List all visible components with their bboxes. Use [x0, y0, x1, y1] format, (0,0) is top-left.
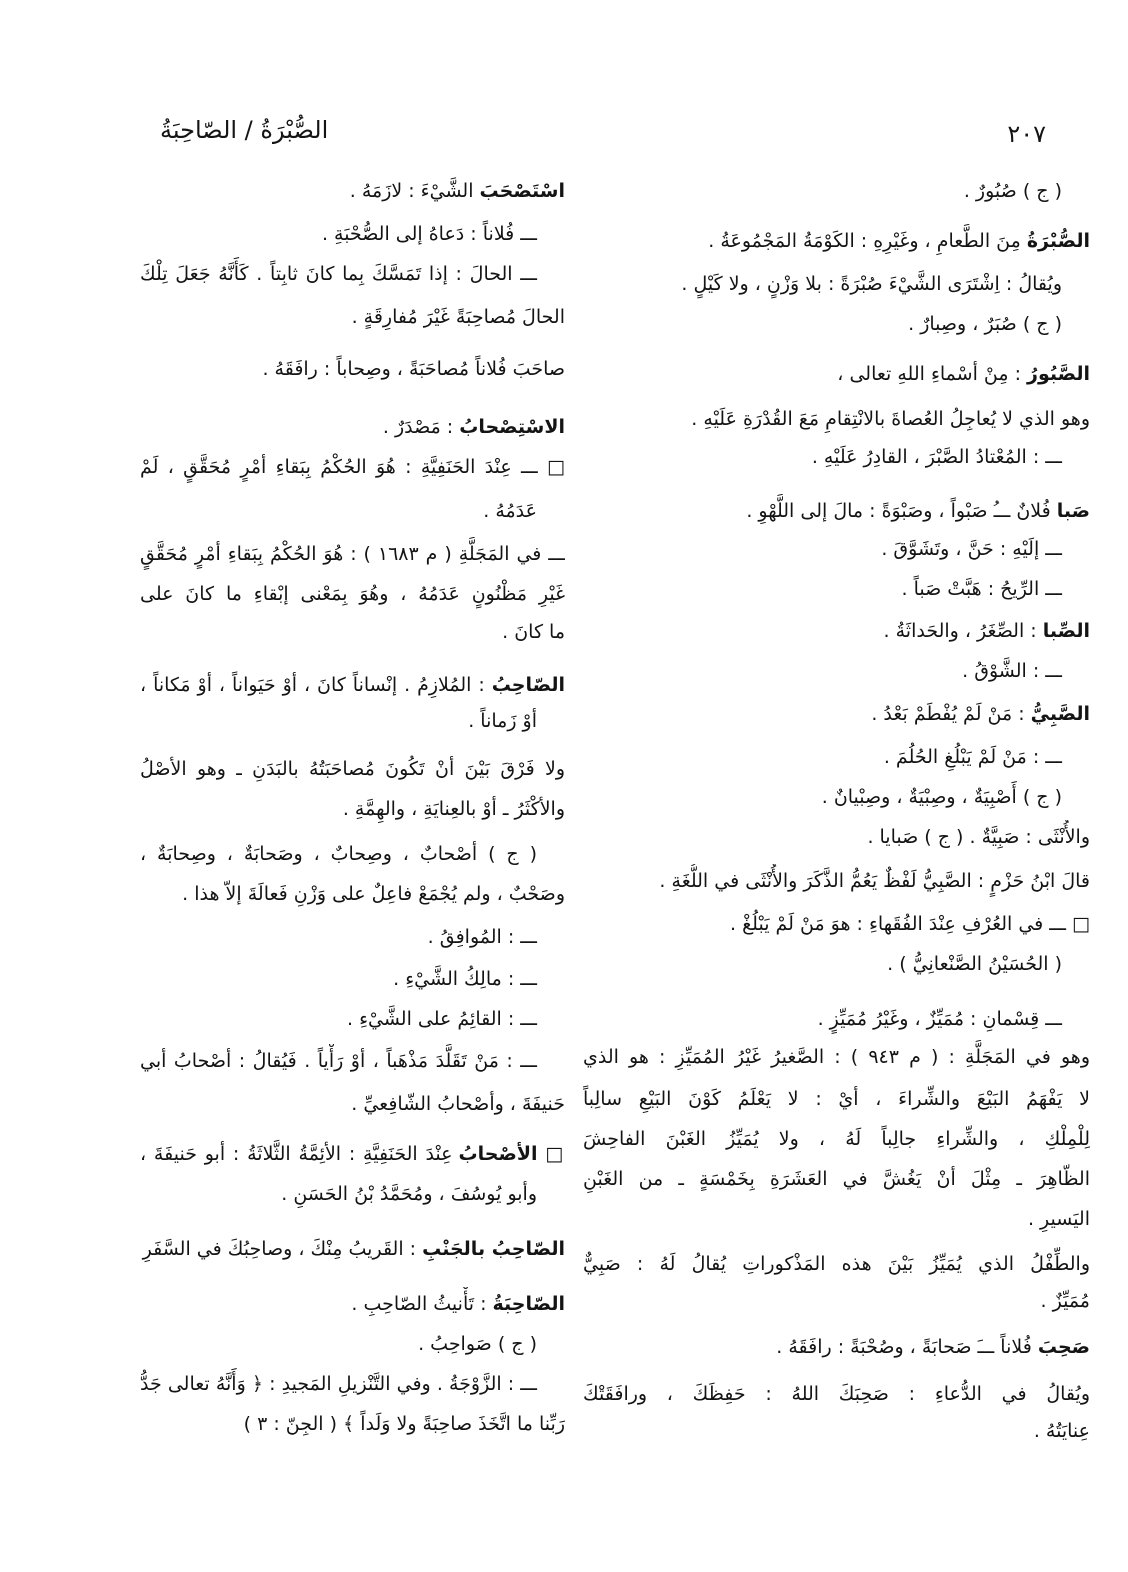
line-text: عَدَمُهُ .	[483, 500, 537, 522]
entry-line	[140, 352, 565, 386]
entry-line	[140, 300, 565, 334]
line-text: ما كانَ .	[502, 621, 565, 643]
line-text: والطِّفْلُ الذي يُمَيِّزُ بَيْنَ هذه المَذْكوراتِ يُقالُ لَهُ : صَبِيٌّ	[583, 1253, 1090, 1275]
entry-line	[583, 1377, 1090, 1411]
entry-line	[140, 1044, 565, 1078]
headword: الصّاحِبُ بالجَنْبِ	[422, 1238, 565, 1260]
entry-line	[583, 572, 1090, 606]
headword: صَحِبَ	[1037, 1336, 1090, 1358]
line-text: : مَنْ لَمْ يُفْطَمْ بَعْدُ .	[871, 703, 1031, 725]
entry-line	[140, 920, 565, 954]
line-text: اليَسيرِ .	[1027, 1208, 1090, 1230]
line-text: مِنَ الطَّعامِ ، وغَيْرِهِ : الكَوْمَةُ المَجْمُوعَةُ .	[708, 230, 1027, 252]
headword: الصّاحِبَةُ	[492, 1293, 565, 1315]
line-text: □ ـــ عِنْدَ الحَنَفِيَّةِ : هُوَ الحُكْمُ بِبَقاءِ أمْرٍ مُحَقَّقٍ ، لَمْ	[140, 456, 565, 478]
line-text: ـــ الرِّيحُ : هَبَّتْ صَباً .	[901, 578, 1062, 600]
entry-line	[140, 174, 565, 208]
line-text: ـــ قِسْمانِ : مُمَيِّزٌ ، وغَيْرُ مُمَيِّزٍ .	[817, 1008, 1062, 1030]
entry-line	[583, 907, 1090, 941]
line-text: حَنيفَةَ ، وأصْحابُ الشّافِعيِّ .	[351, 1093, 565, 1115]
line-text: صاحَبَ فُلاناً مُصاحَبَةً ، وصِحاباً : رافَقَهُ .	[262, 358, 565, 380]
entry-line	[140, 1287, 565, 1321]
entry-line	[583, 654, 1090, 688]
entry-line	[140, 494, 565, 528]
page-header-title: الصُّبْرَةُ / الصّاحِبَةُ	[160, 116, 329, 144]
line-text: لِلْمِلْكِ ، والشِّراءِ جالِباً لَهُ ، ولا يُمَيِّزُ الغَبْنَ الفاحِشَ	[583, 1128, 1090, 1150]
entry-line	[583, 532, 1090, 566]
line-text: عِنايَتُهُ .	[1033, 1420, 1090, 1442]
entry-line	[140, 1137, 565, 1171]
entry-line	[140, 1087, 565, 1121]
line-text: فُلانٌ ـــُ صَبْواً ، وصَبْوَةً : مالَ إلى اللَّهْوِ .	[746, 500, 1057, 522]
line-text: □ ـــ في العُرْفِ عِنْدَ الفُقَهاءِ : هوَ مَنْ لَمْ يَبْلُغْ .	[729, 913, 1090, 935]
line-text: ( ج ) أَصْبِيَةٌ ، وصِبْيَةٌ ، وصِبْيانٌ .	[821, 786, 1062, 808]
entry-line	[140, 877, 565, 911]
box-marker: □	[537, 1143, 565, 1165]
line-text: : مَصْدَرٌ .	[382, 416, 460, 438]
entry-line	[583, 494, 1090, 528]
headword: صَبا	[1056, 500, 1090, 522]
line-text: ـــ في المَجَلَّةِ ( م ١٦٨٣ ) : هُوَ الحُكْمُ بِبَقاءِ أمْرٍ مُحَقَّقٍ	[140, 543, 565, 565]
line-text: : الصِّغَرُ ، والحَداثَةُ .	[883, 620, 1043, 642]
headword: الصَّبِيُّ	[1030, 703, 1090, 725]
entry-line	[140, 704, 565, 738]
entry-line	[583, 1414, 1090, 1448]
entry-line	[140, 1002, 565, 1036]
line-text: ـــ إلَيْهِ : حَنَّ ، وتَشَوَّقَ .	[881, 538, 1062, 560]
line-text: وأبو يُوسُفَ ، ومُحَمَّدُ بْنُ الحَسَنِ .	[281, 1183, 537, 1205]
line-text: ـــ : مَنْ لَمْ يَبْلُغِ الحُلُمَ .	[883, 746, 1062, 768]
headword: الصِّبا	[1042, 620, 1090, 642]
line-text: ( الحُسَيْنُ الصَّنْعانِيُّ ) .	[887, 953, 1062, 975]
right-column	[583, 0, 1090, 1572]
entry-line	[140, 1232, 565, 1266]
headword: الأصْحابُ	[458, 1143, 538, 1165]
entry-line	[583, 1122, 1090, 1156]
entry-line	[140, 1177, 565, 1211]
entry-line	[140, 1367, 565, 1401]
entry-line	[140, 537, 565, 571]
entry-line	[140, 1327, 565, 1361]
entry-line	[140, 615, 565, 649]
left-column	[140, 0, 565, 1572]
line-text: ـــ فُلاناً : دَعاهُ إلى الصُّحْبَةِ .	[321, 223, 537, 245]
headword: الصَّبُورُ	[1027, 363, 1090, 385]
entry-line	[140, 752, 565, 786]
line-text: وصَحْبٌ ، ولم يُجْمَعْ فاعِلٌ على وَزْنِ فَعالَةَ إلاّ هذا .	[182, 883, 565, 905]
line-text: ـــ : مالِكُ الشَّيْءِ .	[393, 968, 537, 990]
line-text: فُلاناً ـــَ صَحابَةً ، وصُحْبَةً : رافَقَهُ .	[776, 1336, 1038, 1358]
line-text: ( ج ) صَواحِبُ .	[418, 1333, 537, 1355]
entry-line	[140, 410, 565, 444]
line-text: قالَ ابْنُ حَزْمٍ : الصَّبِيُّ لَفْظٌ يَعُمُّ الذَّكَرَ والأُنْثَى في اللُّغَةِ .	[659, 870, 1090, 892]
entry-line	[583, 1247, 1090, 1281]
line-text: ـــ : القائِمُ على الشَّيْءِ .	[347, 1008, 537, 1030]
entry-line	[583, 357, 1090, 391]
line-text: ـــ الحالَ : إذا تَمَسَّكَ بِما كانَ ثابِتاً . كَأَنَّهُ جَعَلَ تِلْكَ	[140, 263, 537, 285]
entry-line	[583, 440, 1090, 474]
line-text: ـــ : المُوافِقُ .	[427, 926, 537, 948]
line-text: ( ج ) صُبُورٌ .	[963, 180, 1062, 202]
entry-line	[583, 697, 1090, 731]
entry-line	[140, 668, 565, 702]
entry-line	[583, 614, 1090, 648]
line-text: : مِنْ أسْماءِ اللهِ تعالى ،	[837, 363, 1028, 385]
entry-line	[583, 402, 1090, 436]
entry-line	[140, 1407, 565, 1441]
entry-line	[583, 864, 1090, 898]
line-text: أوْ زَماناً .	[468, 710, 537, 732]
line-text: وهو في المَجَلَّةِ : ( م ٩٤٣ ) : الصَّغيرُ غَيْرُ المُمَيِّزِ : هو الذي	[583, 1046, 1090, 1068]
line-text: غَيْرِ مَظْنُونٍ عَدَمُهُ ، وهُوَ بِمَعْنى إبْقاءِ ما كانَ على	[140, 583, 565, 605]
line-text: ولا فَرْقَ بَيْنَ أنْ تَكُونَ مُصاحَبَتُهُ بالبَدَنِ ـ وهو الأصْلُ	[140, 758, 565, 780]
line-text: والأكْثَرُ ـ أوْ بالعِنايَةِ ، والهِمَّةِ .	[342, 798, 565, 820]
entry-line	[583, 1202, 1090, 1236]
entry-line	[140, 837, 565, 871]
line-text: وهو الذي لا يُعاجِلُ العُصاةَ بالانْتِقامِ مَعَ القُدْرَةِ عَلَيْهِ .	[691, 408, 1090, 430]
line-text: لا يَفْهَمُ البَيْعَ والشِّراءَ ، أيْ : لا يَعْلَمُ كَوْنَ البَيْعِ سالِباً	[583, 1088, 1090, 1110]
line-text: الظّاهِرَ ـ مِثْلَ أنْ يَغُشَّ في العَشَرَةِ بِخَمْسَةٍ ـ من الغَبْنِ	[583, 1168, 1090, 1190]
headword: اسْتَصْحَبَ	[479, 180, 565, 202]
line-text: ويُقالُ : اِشْتَرَى الشَّيْءَ صُبْرَةً : بلا وَزْنٍ ، ولا كَيْلٍ .	[681, 273, 1062, 295]
entry-line	[583, 307, 1090, 341]
entry-line	[140, 792, 565, 826]
headword: الصُّبْرَةُ	[1026, 230, 1090, 252]
entry-line	[583, 174, 1090, 208]
entry-line	[583, 1082, 1090, 1116]
line-text: رَبِّنا ما اتَّخَذَ صاحِبَةً ولا وَلَداً ﴾ ( الجِنّ : ٣ )	[243, 1413, 565, 1435]
line-text: ( ج ) صُبَرٌ ، وصِبارٌ .	[908, 313, 1062, 335]
entry-line	[140, 257, 565, 291]
line-text: عِنْدَ الحَنَفِيَّةِ : الأئِمَّةُ الثَّلاثَةُ : أبو حَنيفَةَ ،	[140, 1143, 459, 1165]
line-text: ـــ : الزَّوْجَةُ . وفي التَّنْزيلِ المَجيدِ : ﴿ وَأَنَّهُ تعالى جَدُّ	[140, 1373, 537, 1395]
entry-line	[140, 450, 565, 484]
entry-line	[583, 1284, 1090, 1318]
entry-line	[140, 962, 565, 996]
line-text: الشَّيْءَ : لازَمَهُ .	[349, 180, 480, 202]
line-text: والأُنْثَى : صَبِيَّةٌ . ( ج ) صَبايا .	[867, 826, 1090, 848]
entry-line	[583, 820, 1090, 854]
entry-line	[583, 1040, 1090, 1074]
entry-line	[583, 1162, 1090, 1196]
headword: الاسْتِصْحابُ	[459, 416, 565, 438]
entry-line	[140, 217, 565, 251]
entry-line	[140, 577, 565, 611]
line-text: ( ج ) أصْحابٌ ، وصِحابٌ ، وصَحابَةٌ ، وصِحابَةٌ ،	[140, 843, 537, 865]
line-text: ويُقالُ في الدُّعاءِ : صَحِبَكَ اللهُ : حَفِظَكَ ، ورافَقَتْكَ	[583, 1383, 1090, 1405]
headword: الصّاحِبُ	[491, 674, 565, 696]
line-text: الحالَ مُصاحِبَةً غَيْرَ مُفارِقَةٍ .	[351, 306, 565, 328]
line-text: ـــ : مَنْ تَقَلَّدَ مَذْهَباً ، أوْ رَأْياً . فَيُقالُ : أصْحابُ أبي	[140, 1050, 537, 1072]
entry-line	[583, 947, 1090, 981]
entry-line	[583, 780, 1090, 814]
line-text: ـــ : المُعْتادُ الصَّبْرَ ، القادِرُ عَلَيْهِ .	[811, 446, 1062, 468]
line-text: : القَريبُ مِنْكَ ، وصاحِبُكَ في السَّفَرِ	[142, 1238, 417, 1260]
entry-line	[583, 1330, 1090, 1364]
line-text: ـــ : الشَّوْقُ .	[962, 660, 1062, 682]
page-number: ٢٠٧	[1007, 120, 1046, 148]
line-text: : المُلازِمُ . إنْساناً كانَ ، أوْ حَيَواناً ، أوْ مَكاناً ،	[140, 674, 492, 696]
entry-line	[583, 267, 1090, 301]
entry-line	[583, 224, 1090, 258]
entry-line	[583, 740, 1090, 774]
line-text: مُمَيِّزٌ .	[1040, 1290, 1090, 1312]
entry-line	[583, 1002, 1090, 1036]
line-text: : تَأْنيثُ الصّاحِبِ .	[351, 1293, 493, 1315]
